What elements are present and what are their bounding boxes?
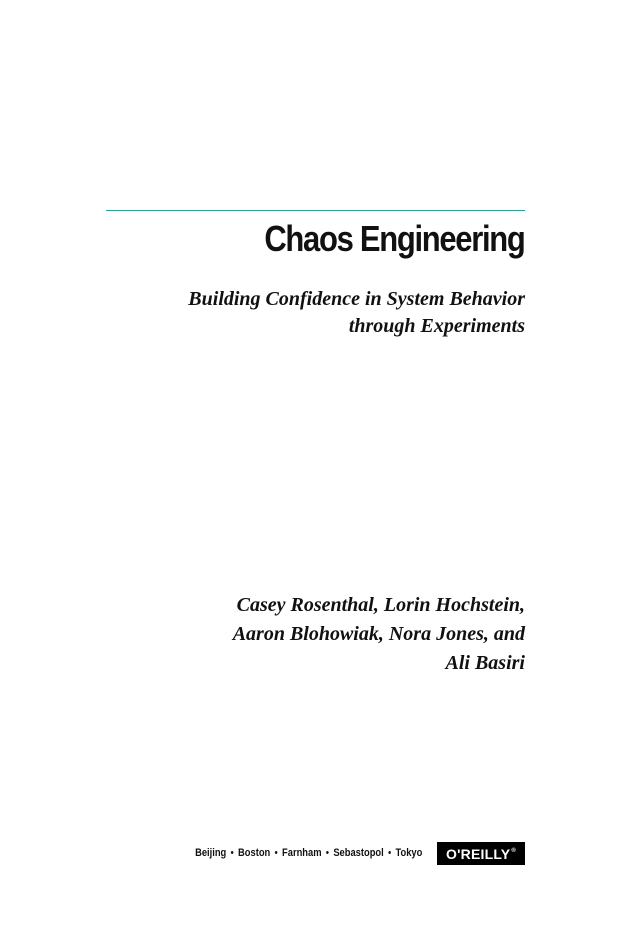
registered-mark: ® — [511, 847, 516, 854]
authors-line-1: Casey Rosenthal, Lorin Hochstein, — [236, 594, 525, 616]
book-title: Chaos Engineering — [264, 218, 525, 259]
city-tokyo: Tokyo — [395, 847, 422, 859]
oreilly-logo — [437, 842, 525, 865]
publisher-cities — [195, 847, 422, 859]
city-boston: Boston — [237, 847, 270, 859]
authors-line-2: Aaron Blohowiak, Nora Jones, and — [232, 623, 525, 645]
logo-text: O'REILLY — [446, 845, 511, 862]
city-beijing: Beijing — [194, 847, 226, 859]
subtitle-line-1: Building Confidence in System Behavior — [188, 288, 525, 310]
authors-line-3: Ali Basiri — [445, 652, 525, 674]
city-separator: • — [230, 847, 234, 859]
city-separator: • — [387, 847, 391, 859]
city-separator: • — [325, 847, 329, 859]
book-subtitle — [105, 286, 525, 340]
title-rule — [106, 210, 525, 211]
book-authors — [105, 591, 525, 678]
city-farnham: Farnham — [281, 847, 322, 859]
city-sebastopol: Sebastopol — [332, 847, 384, 859]
city-separator: • — [274, 847, 278, 859]
subtitle-line-2: through Experiments — [348, 315, 525, 337]
